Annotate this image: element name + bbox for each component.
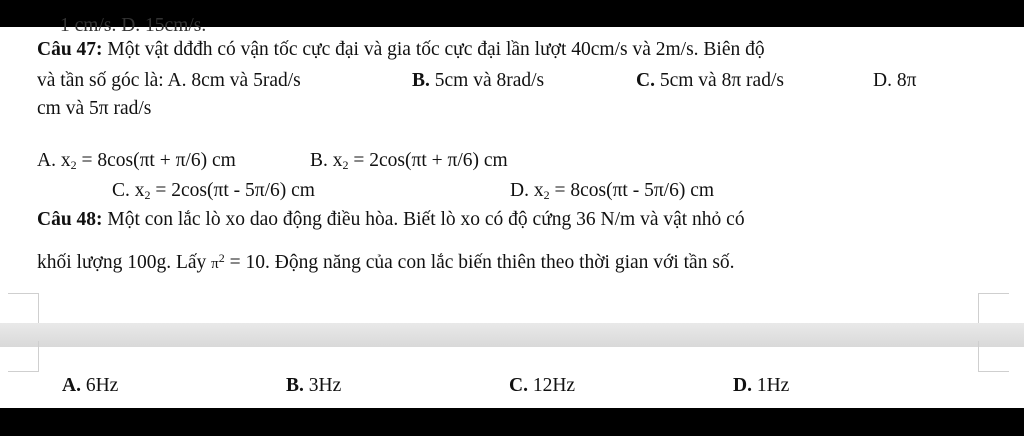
q47-stem: Một vật dđđh có vận tốc cực đại và gia tốc cực đại lần lượt 40cm/s và 2m/s. Biên độ: [107, 39, 765, 60]
q48-stem: Một con lắc lò xo dao động điều hòa. Biết lò xo có độ cứng 36 N/m và vật nhỏ có: [107, 209, 745, 230]
x-option-c: C. $x_2 = 2\cos(\pi t - 5\pi/6)$ cm: [112, 180, 315, 202]
q48-label: Câu 48:: [37, 209, 103, 230]
q47-line-3: cm và 5π rad/s: [37, 98, 152, 119]
q47-option-d: D. 8π: [873, 70, 917, 91]
answer-c: C. 12Hz: [509, 375, 576, 396]
q47-label: Câu 47:: [37, 39, 103, 60]
q48-line-2: khối lượng 100g. Lấy $\pi^2 = 10$. Động năng của con lắc biến thiên theo thời gian với tần số.: [37, 251, 735, 273]
cut-off-previous-line: 1 cm/s. D. 15cm/s.: [60, 15, 207, 36]
q47-line-2: [37, 70, 301, 92]
answer-a: A. 6Hz: [62, 375, 119, 396]
answer-d: D. 1Hz: [733, 375, 790, 396]
page-corner-mark: [8, 341, 39, 372]
x-option-d: D. $x_2 = 8\cos(\pi t - 5\pi/6)$ cm: [510, 180, 715, 202]
page-corner-mark: [978, 341, 1009, 372]
q48-line-1: [37, 209, 745, 231]
page-corner-mark: [978, 293, 1009, 324]
page-break-gap: [0, 323, 1024, 347]
document-page-bottom: [0, 347, 1024, 408]
document-page-top: [0, 15, 1024, 323]
q47-line-1: [37, 39, 765, 61]
q47-option-c: C. 5cm và 8π rad/s: [636, 70, 784, 91]
x-option-a: A. $x_2 = 8\cos(\pi t + \pi/6)$ cm: [37, 150, 236, 172]
page-corner-mark: [8, 293, 39, 324]
answer-b: B. 3Hz: [286, 375, 342, 396]
q47-option-a: và tần số góc là: A. 8cm và 5rad/s: [37, 70, 301, 91]
q47-option-b: B. 5cm và 8rad/s: [412, 70, 545, 91]
x-option-b: B. $x_2 = 2\cos(\pi t + \pi/6)$ cm: [310, 150, 508, 172]
